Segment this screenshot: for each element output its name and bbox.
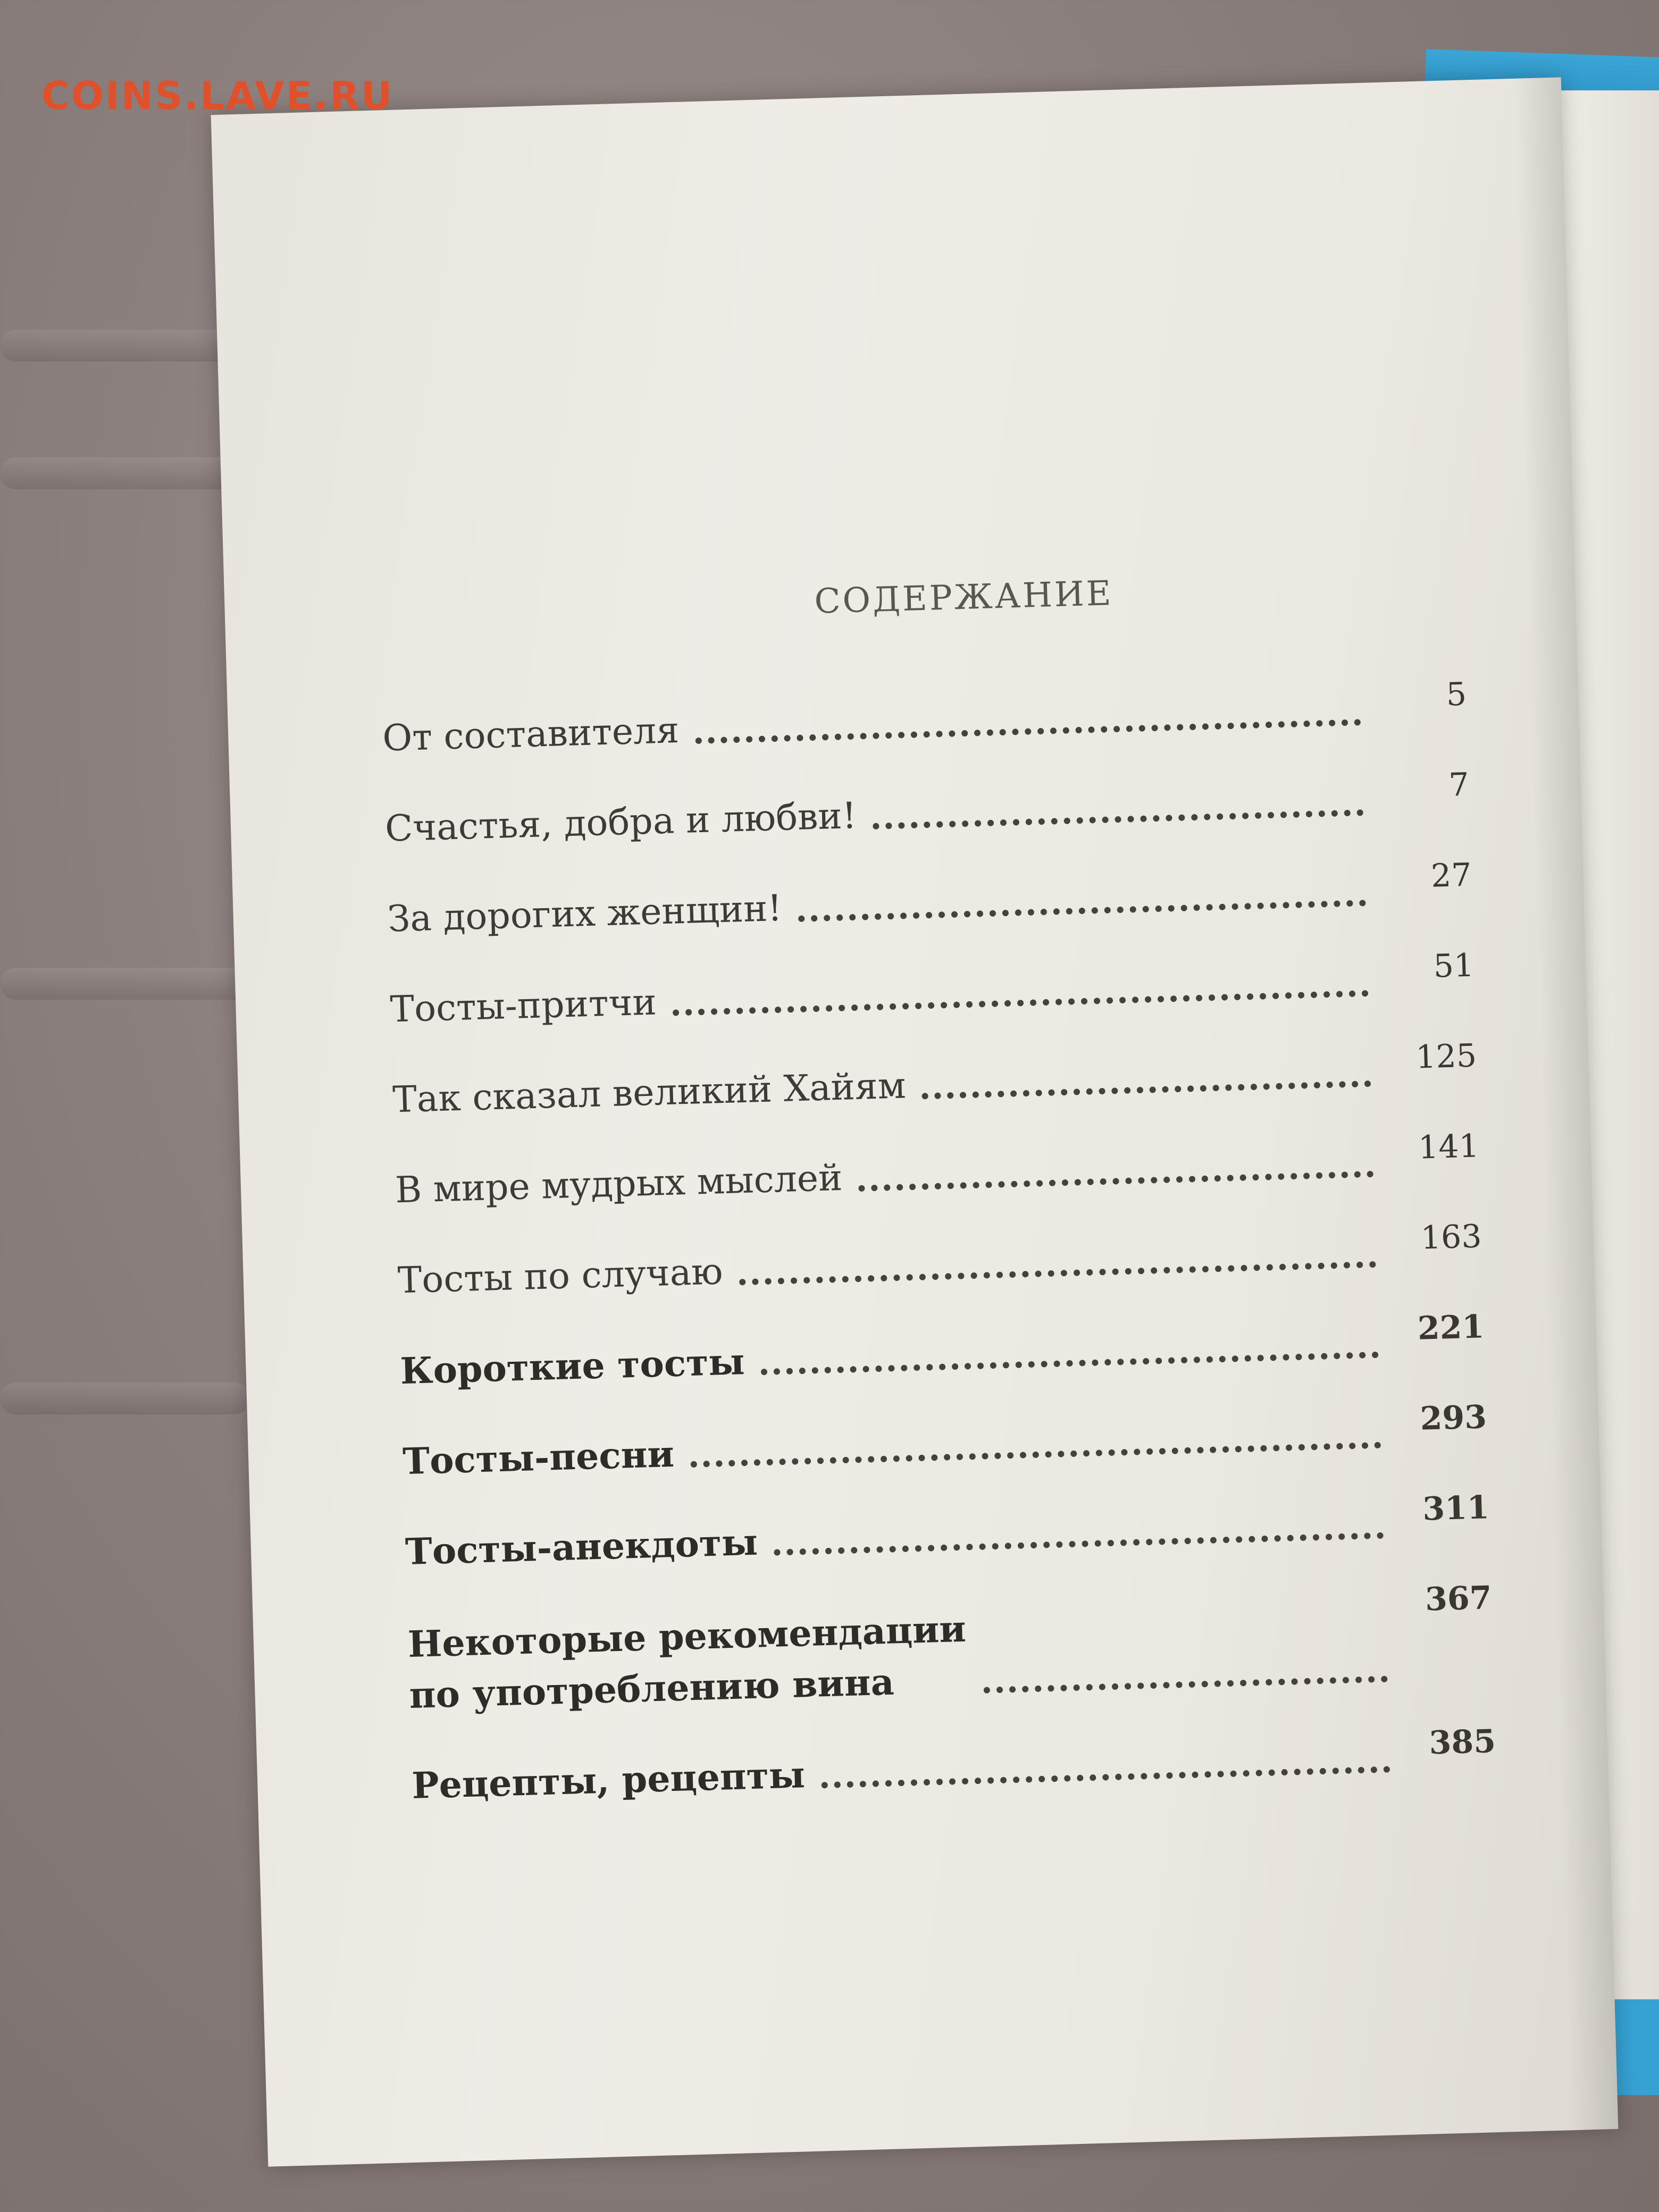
toc-entry-title: Тосты-анекдоты — [405, 1521, 759, 1574]
toc-entry — [407, 1579, 1494, 1721]
book-page — [211, 77, 1619, 2166]
toc-entry-page: 27 — [1430, 856, 1472, 895]
dot-leader — [673, 990, 1369, 1016]
toc-entry-page: 5 — [1445, 675, 1467, 714]
dot-leader — [873, 809, 1363, 830]
toc-entry — [384, 766, 1470, 855]
toc-entry — [382, 676, 1468, 765]
fabric-fold — [0, 1382, 250, 1414]
dot-leader — [984, 1676, 1388, 1694]
dot-leader — [761, 1352, 1379, 1375]
toc-entry — [411, 1723, 1497, 1812]
toc-entry-page: 51 — [1432, 946, 1475, 985]
toc-entry — [389, 947, 1475, 1036]
toc-heading: СОДЕРЖАНИЕ — [814, 574, 1114, 622]
table-of-contents — [382, 676, 1498, 1844]
toc-entry — [399, 1308, 1485, 1397]
fabric-fold — [0, 457, 250, 489]
toc-entry-page: 141 — [1418, 1127, 1480, 1167]
toc-entry-title: От составителя — [382, 709, 680, 760]
toc-entry-page: 367 — [1425, 1579, 1493, 1619]
toc-entry-title: Тосты-притчи — [389, 981, 657, 1031]
dot-leader — [821, 1766, 1390, 1789]
watermark: COINS.LAVE.RU — [41, 73, 394, 118]
dot-leader — [695, 719, 1361, 744]
toc-entry-title: Рецепты, рецепты — [411, 1754, 806, 1807]
toc-entry-page: 125 — [1415, 1037, 1477, 1076]
toc-entry-page: 385 — [1428, 1722, 1496, 1762]
toc-entry-page: 7 — [1448, 766, 1470, 804]
toc-entry-page: 311 — [1422, 1489, 1490, 1528]
toc-entry-page: 293 — [1419, 1398, 1487, 1438]
toc-entry-title: Тосты-песни — [402, 1432, 675, 1484]
dot-leader — [859, 1171, 1374, 1192]
toc-entry — [397, 1218, 1482, 1306]
toc-entry-title: Счастья, добра и любви! — [384, 794, 858, 850]
fabric-fold — [0, 330, 250, 362]
toc-entry-title: Тосты по случаю — [397, 1251, 724, 1302]
toc-entry — [394, 1127, 1480, 1216]
dot-leader — [690, 1442, 1381, 1468]
toc-entry-page: 221 — [1417, 1308, 1485, 1347]
toc-entry-title: Короткие тосты — [399, 1340, 745, 1393]
dot-leader — [774, 1532, 1384, 1556]
toc-entry-title: Так сказал великий Хайям — [392, 1065, 907, 1121]
dot-leader — [739, 1261, 1376, 1285]
toc-entry-title: Некоторые рекомендации по употреблению вина — [407, 1607, 967, 1717]
toc-entry-title: В мире мудрых мыслей — [395, 1157, 843, 1212]
dot-leader — [798, 900, 1366, 922]
toc-entry — [392, 1037, 1478, 1126]
toc-entry — [402, 1398, 1488, 1487]
toc-entry-page: 163 — [1420, 1218, 1482, 1257]
dot-leader — [922, 1080, 1371, 1100]
toc-entry-title: За дорогих женщин! — [387, 887, 783, 941]
toc-entry — [404, 1489, 1490, 1578]
toc-entry — [387, 857, 1472, 945]
fabric-fold — [0, 968, 250, 1000]
